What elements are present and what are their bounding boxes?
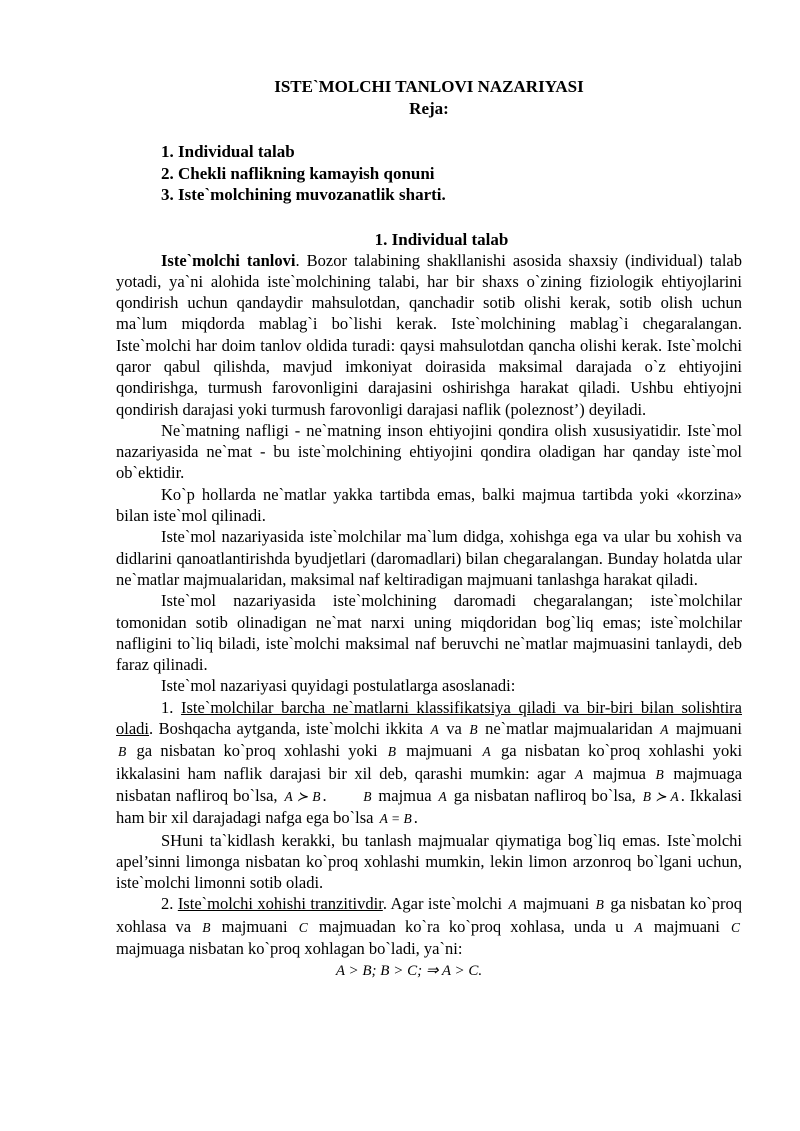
transitivity-formula: A > B; B > C; ⇒ A > C.	[335, 963, 483, 980]
section-title: 1. Individual talab	[374, 229, 509, 249]
plan-item: 1. Individual talab	[161, 142, 295, 161]
var-a: A	[660, 722, 669, 738]
var-b: B	[387, 744, 397, 760]
plan-item: 2. Chekli naflikning kamayish qonuni	[161, 163, 435, 183]
var-b: B	[595, 897, 604, 913]
paragraph: Iste`mol nazariyasida iste`molchining daromadi chegaralangan; iste`molchilar tomonidan sotib olinadigan ne`mat narxi uning miqdoridan bog`liq emas; iste`molchilar nafligini to`liq biladi, iste`molchi maksimal naf beruvchi ne`matlar majmuasini tanlaydi, deb faraz qilinadi.	[116, 591, 742, 675]
var-b: B	[202, 919, 211, 935]
relation: A = B	[379, 811, 412, 827]
var-a: A	[482, 744, 491, 760]
paragraph: SHuni ta`kidlash kerakki, bu tanlash majmualar qiymatiga bog`liq emas. Iste`molchi apel’sinni limonga nisbatan ko`proq xohlashi mumkin, lekin limon arzonroq bo`lgani uchun, iste`molchi limonni sotib oladi.	[116, 830, 742, 893]
var-a: A	[634, 919, 643, 935]
relation: B ≻ A	[642, 788, 679, 804]
plan-heading: Reja:	[409, 99, 449, 118]
postulate-paragraph: 1. Iste`molchilar barcha ne`matlarni klassifikatsiya qiladi va bir-biri bilan solishtira oladi. Boshqacha aytganda, iste`molchi ikkita A va B ne`matlar majmualaridan A majmuani B ga nisbatan ko`proq xohlashi yoki B majmuani A ga nisbatan ko`proq xohlashi yoki ikkalasini ham naflik darajasi bir xil deb, qarashi mumkin: agar A majmua B majmuaga nisbatan nafliroq bo`lsa, A ≻ B . B majmua A ga nisbatan nafliroq bo`lsa, B ≻ A . Ikkalasi ham bir xil darajadagi nafga ega bo`lsa A = B .	[116, 697, 743, 828]
var-b: B	[363, 788, 372, 804]
underlined-statement: Iste`molchilar barcha ne`matlarni klassifikatsiya qiladi va bir-biri bilan solishtira oladi	[116, 697, 742, 739]
var-b: B	[655, 766, 664, 782]
plan-item: 3. Iste`molchining muvozanatlik sharti.	[161, 185, 446, 204]
paragraph: Ne`matning nafligi - ne`matning inson ehtiyojini qondira olish xususiyatidir. Iste`mol nazariyasida ne`mat - bu iste`molchining ehtiyojini qondira oladigan har qanday iste`mol ob`ektidir.	[116, 420, 742, 483]
underlined-statement: Iste`molchi xohishi tranzitivdir	[177, 894, 383, 914]
var-a: A	[438, 788, 447, 804]
plan-list	[116, 141, 742, 206]
paragraph: Iste`mol nazariyasida iste`molchilar ma`lum didga, xohishga ega va ular bu xohish va didlarini qanoatlantirishda byudjetlari (daromadlari) bilan chegaralangan. Bunday holatda ular ne`matlar majmualaridan, maksimal naf keltiradigan majmuani tanlashga harakat qiladi.	[116, 527, 742, 589]
paragraph: Iste`molchi tanlovi. Bozor talabining shakllanishi asosida shaxsiy (individual) talab yotadi, ya`ni alohida iste`molchining talabi, har bir shaxs o`zining fiziologik ehtiyojlarini qondirish uchun qandaydir mahsulotdan, qanchadir sotib olishi kerak, sotib olish uchun ma`lum miqdorda mablag`i bo`lishi kerak. Iste`molchining mablag`i chegaralangan. Iste`molchi har doim tanlov oldida turadi: qaysi mahsulotdan qancha olishi kerak. Iste`molchi qaror qabul qilishda, mavjud imkoniyat doirasida maksimal darajada o`z ehtiyojini qondirishga, turmush farovonligini darajasini oshirishga harakat qiladi. Ushbu ehtiyojni qondirish darajasi yoki turmush farovonligi darajasi naflik (poleznost’) deyiladi.	[116, 250, 742, 419]
document-title: ISTE`MOLCHI TANLOVI NAZARIYASI	[274, 77, 584, 96]
relation: A ≻ B	[284, 788, 321, 804]
var-c: C	[730, 919, 740, 935]
var-b: B	[469, 722, 478, 738]
var-a: A	[430, 722, 439, 738]
var-a: A	[508, 897, 517, 913]
var-b: B	[118, 744, 127, 760]
var-c: C	[298, 919, 308, 935]
paragraph: Ko`p hollarda ne`matlar yakka tartibda emas, balki majmua tartibda yoki «korzina» bilan iste`mol qilinadi.	[116, 484, 742, 526]
term-bold: Iste`molchi tanlovi	[161, 250, 296, 270]
paragraph: Iste`mol nazariyasi quyidagi postulatlarga asoslanadi:	[161, 676, 516, 696]
postulate-paragraph: 2. Iste`molchi xohishi tranzitivdir. Agar iste`molchi A majmuani B ga nisbatan ko`proq xohlasa va B majmuani C majmuadan ko`ra ko`proq xohlasa, unda u A majmuani C majmuaga nisbatan ko`proq xohlagan bo`ladi, ya`ni:	[116, 894, 743, 958]
var-a: A	[575, 766, 584, 782]
